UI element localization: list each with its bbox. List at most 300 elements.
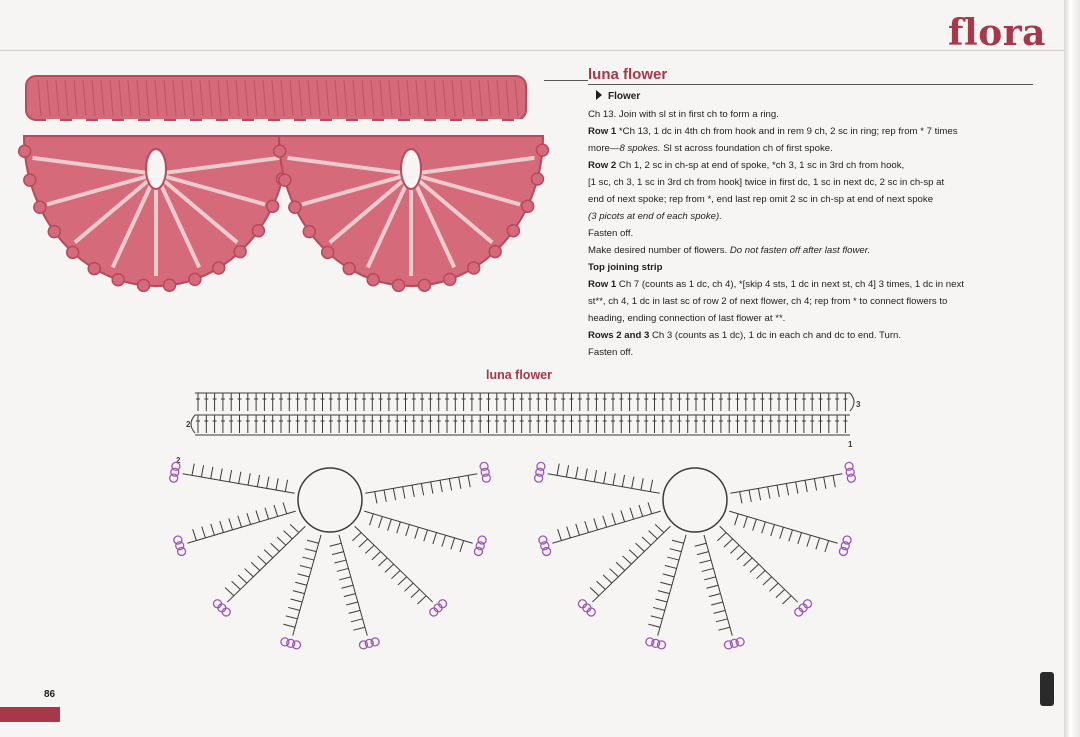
- dc-symbol: [805, 480, 807, 492]
- mesh-opening: [384, 119, 398, 129]
- pattern-title: luna flower: [588, 66, 1033, 85]
- row-number-label: 3: [856, 400, 861, 409]
- instruction-line: [588, 123, 1033, 140]
- picot: [274, 145, 286, 157]
- dc-symbol: [702, 568, 714, 571]
- dc-symbol: [378, 558, 387, 566]
- dc-symbol: [276, 478, 278, 490]
- dc-symbol: [404, 583, 413, 591]
- spoke-chain: [729, 511, 837, 543]
- dc-symbol: [431, 482, 433, 494]
- dc-symbol: [247, 513, 251, 524]
- picot: [267, 200, 279, 212]
- chart-caption: luna flower: [486, 368, 552, 382]
- dc-symbol: [707, 585, 719, 588]
- instruction-text: Ch 3 (counts as 1 dc), 1 dc in each ch and dc to end. Turn.: [649, 330, 902, 341]
- dc-symbol: [285, 480, 287, 492]
- picot: [303, 226, 315, 238]
- dc-symbol: [597, 581, 606, 589]
- mesh-opening: [280, 119, 294, 129]
- row-number-label: 2: [176, 456, 181, 465]
- dc-symbol: [332, 552, 344, 555]
- dc-symbol: [798, 533, 802, 544]
- mesh-opening: [514, 119, 528, 129]
- picot: [252, 225, 264, 237]
- mesh-opening: [176, 119, 190, 129]
- picot: [289, 201, 301, 213]
- dc-symbol: [744, 516, 748, 527]
- dc-symbol: [201, 465, 203, 477]
- dc-symbol: [468, 475, 470, 487]
- dc-symbol: [344, 594, 356, 597]
- dc-symbol: [415, 527, 419, 538]
- dc-symbol: [718, 627, 730, 630]
- chart-flower: [170, 462, 491, 648]
- dc-symbol: [283, 502, 287, 513]
- dc-symbol: [649, 531, 658, 539]
- dc-symbol: [286, 616, 298, 619]
- dc-symbol: [238, 516, 242, 527]
- picot: [189, 273, 201, 285]
- dc-symbol: [305, 549, 317, 552]
- picot: [367, 274, 379, 286]
- dc-symbol: [613, 473, 615, 485]
- spoke-chain: [293, 535, 321, 636]
- instruction-text: Row 1: [588, 279, 617, 290]
- mesh-opening: [410, 119, 424, 129]
- dc-symbol: [603, 516, 607, 527]
- corner-mark: [1040, 672, 1054, 706]
- dc-symbol: [393, 488, 395, 500]
- dc-symbol: [632, 477, 634, 489]
- dc-symbol: [232, 581, 241, 589]
- subhead-label: Flower: [608, 91, 641, 102]
- mesh-opening: [228, 119, 242, 129]
- dc-symbol: [730, 545, 739, 553]
- dc-symbol: [816, 538, 820, 549]
- dc-symbol: [824, 477, 826, 489]
- dc-symbol: [621, 510, 625, 521]
- dc-symbol: [421, 484, 423, 496]
- dc-symbol: [424, 530, 428, 541]
- instruction-line: [588, 106, 1033, 123]
- instruction-text: Fasten off.: [588, 228, 634, 239]
- dc-symbol: [290, 524, 299, 532]
- dc-symbol: [417, 596, 426, 604]
- dc-symbol: [724, 539, 733, 547]
- mesh-opening: [124, 119, 138, 129]
- picot-symbol: [847, 474, 855, 482]
- instruction-line: [588, 327, 1033, 344]
- dc-symbol: [433, 533, 437, 544]
- dc-symbol: [717, 533, 726, 541]
- picot: [234, 246, 246, 258]
- section-title: flora: [948, 12, 1046, 54]
- dc-symbol: [590, 588, 599, 596]
- dc-symbol: [709, 594, 721, 597]
- mesh-opening: [98, 119, 112, 129]
- pattern-instructions: [588, 66, 1033, 361]
- dc-symbol: [630, 508, 634, 519]
- mesh-opening: [306, 119, 320, 129]
- instruction-text: Do not fasten off after last flower.: [729, 245, 871, 256]
- dc-symbol: [656, 599, 668, 602]
- mesh-opening: [436, 119, 450, 129]
- dc-symbol: [576, 467, 578, 479]
- instruction-line: [588, 225, 1033, 242]
- dc-symbol: [558, 529, 562, 540]
- dc-symbol: [385, 564, 394, 572]
- dc-symbol: [576, 524, 580, 535]
- dc-symbol: [238, 575, 247, 583]
- dc-symbol: [370, 514, 374, 525]
- dc-symbol: [762, 522, 766, 533]
- picot: [112, 274, 124, 286]
- mesh-opening: [358, 119, 372, 129]
- mesh-opening: [254, 119, 268, 129]
- picot: [213, 262, 225, 274]
- dc-symbol: [379, 516, 383, 527]
- dc-symbol: [271, 543, 280, 551]
- dc-symbol: [248, 473, 250, 485]
- chart-flower: [535, 462, 856, 648]
- dc-symbol: [220, 521, 224, 532]
- dc-symbol: [714, 610, 726, 613]
- crochet-lace-photo: [16, 64, 556, 294]
- picot: [531, 173, 543, 185]
- dc-symbol: [293, 591, 305, 594]
- page-edge: [1064, 0, 1080, 737]
- flower-center: [401, 149, 421, 189]
- dc-symbol: [648, 624, 660, 627]
- dc-symbol: [251, 562, 260, 570]
- title-rule: [544, 80, 588, 81]
- instruction-text: end of next spoke; rep from *, end last rep omit 2 sc in ch-sp at end of next spoke: [588, 194, 934, 205]
- dc-symbol: [663, 574, 675, 577]
- picot: [393, 279, 405, 291]
- dc-symbol: [403, 487, 405, 499]
- spoke-chain: [364, 511, 472, 543]
- dc-symbol: [780, 527, 784, 538]
- instruction-line: [588, 310, 1033, 327]
- dc-symbol: [359, 539, 368, 547]
- page-color-bar: [0, 707, 60, 722]
- dc-symbol: [622, 475, 624, 487]
- dc-symbol: [192, 464, 194, 476]
- dc-symbol: [229, 470, 231, 482]
- picot: [507, 225, 519, 237]
- dc-symbol: [229, 518, 233, 529]
- dc-symbol: [616, 562, 625, 570]
- dc-symbol: [258, 556, 267, 564]
- dc-symbol: [623, 556, 632, 564]
- dc-symbol: [749, 490, 751, 502]
- dc-symbol: [604, 472, 606, 484]
- lace-flower: [274, 136, 549, 291]
- instruction-line: [588, 208, 1033, 225]
- dc-symbol: [291, 599, 303, 602]
- mesh-opening: [332, 119, 346, 129]
- row-number-label: 2: [186, 420, 191, 429]
- dc-symbol: [411, 589, 420, 597]
- dc-symbol: [337, 568, 349, 571]
- dc-symbol: [636, 543, 645, 551]
- instruction-line: [588, 191, 1033, 208]
- instruction-lines: [588, 106, 1033, 361]
- instruction-text: Ch 7 (counts as 1 dc, ch 4), *[skip 4 sts, 1 dc in next st, ch 4] 3 times, 1 dc in next: [616, 279, 964, 290]
- picot: [279, 174, 291, 186]
- picot: [322, 246, 334, 258]
- dc-symbol: [351, 619, 363, 622]
- instruction-text: 8 spokes.: [619, 143, 661, 154]
- dc-symbol: [566, 465, 568, 477]
- picot: [19, 145, 31, 157]
- instruction-text: *Ch 13, 1 dc in 4th ch from hook and in rem 9 ch, 2 sc in ring; rep from * 7 times: [616, 126, 958, 137]
- picot: [522, 200, 534, 212]
- dc-symbol: [349, 610, 361, 613]
- dc-symbol: [667, 557, 679, 560]
- dc-symbol: [397, 522, 401, 533]
- dc-symbol: [612, 513, 616, 524]
- picot: [24, 174, 36, 186]
- dc-symbol: [265, 508, 269, 519]
- dc-symbol: [302, 557, 314, 560]
- dc-symbol: [697, 552, 709, 555]
- page-number: 86: [44, 689, 56, 700]
- dc-symbol: [786, 484, 788, 496]
- dc-symbol: [737, 552, 746, 560]
- instruction-text: Sl st across foundation ch of first spoke.: [660, 143, 833, 154]
- dc-symbol: [603, 575, 612, 583]
- dc-symbol: [735, 514, 739, 525]
- dc-symbol: [782, 596, 791, 604]
- dc-symbol: [585, 521, 589, 532]
- dc-symbol: [655, 524, 664, 532]
- instruction-line: [588, 259, 1033, 276]
- dc-symbol: [756, 570, 765, 578]
- picot: [163, 279, 175, 291]
- dc-symbol: [740, 492, 742, 504]
- instruction-text: Ch 13. Join with sl st in first ch to form a ring.: [588, 109, 779, 120]
- picot-symbol: [537, 462, 545, 470]
- mesh-opening: [488, 119, 502, 129]
- dc-symbol: [459, 477, 461, 489]
- picot: [88, 263, 100, 275]
- dc-symbol: [372, 552, 381, 560]
- dc-symbol: [769, 583, 778, 591]
- dc-symbol: [610, 569, 619, 577]
- picot: [536, 144, 548, 156]
- dc-symbol: [753, 519, 757, 530]
- dc-symbol: [353, 627, 365, 630]
- dc-symbol: [776, 589, 785, 597]
- dc-symbol: [699, 560, 711, 563]
- dc-symbol: [807, 535, 811, 546]
- instruction-line: [588, 140, 1033, 157]
- dc-symbol: [440, 480, 442, 492]
- dc-symbol: [711, 602, 723, 605]
- dc-symbol: [384, 490, 386, 502]
- dc-symbol: [825, 541, 829, 552]
- dc-symbol: [777, 485, 779, 497]
- instruction-text: [1 sc, ch 3, 1 sc in 3rd ch from hook] twice in first dc, 1 sc in next dc, 2 sc in ch-sp at: [588, 177, 945, 188]
- instruction-line: [588, 242, 1033, 259]
- instruction-text: Make desired number of flowers.: [588, 245, 730, 256]
- picot: [34, 201, 46, 213]
- dc-symbol: [567, 526, 571, 537]
- instruction-text: heading, ending connection of last flower at **.: [588, 313, 786, 324]
- dc-symbol: [665, 565, 677, 568]
- picot: [489, 246, 501, 258]
- center-ring: [298, 468, 362, 532]
- dc-symbol: [594, 518, 598, 529]
- dc-symbol: [257, 475, 259, 487]
- dc-symbol: [763, 577, 772, 585]
- instruction-line: [588, 276, 1033, 293]
- dc-symbol: [295, 582, 307, 585]
- triangle-bullet-icon: [596, 90, 602, 100]
- spoke-chain: [730, 474, 842, 493]
- dc-symbol: [658, 591, 670, 594]
- joining-strip: [191, 393, 854, 435]
- flower-center: [146, 149, 166, 189]
- dc-symbol: [442, 535, 446, 546]
- instruction-text: Ch 1, 2 sc in ch-sp at end of spoke, *ch 3, 1 sc in 3rd ch from hook,: [616, 160, 905, 171]
- turning-chain: [850, 393, 854, 411]
- instruction-text: Top joining strip: [588, 262, 663, 273]
- dc-symbol: [239, 472, 241, 484]
- dc-symbol: [245, 569, 254, 577]
- dc-symbol: [651, 616, 663, 619]
- instruction-line: [588, 174, 1033, 191]
- dc-symbol: [406, 525, 410, 536]
- mesh-opening: [150, 119, 164, 129]
- dc-symbol: [352, 533, 361, 541]
- dc-symbol: [814, 479, 816, 491]
- dc-symbol: [648, 502, 652, 513]
- dc-symbol: [789, 530, 793, 541]
- instruction-line: [588, 157, 1033, 174]
- dc-symbol: [672, 540, 684, 543]
- dc-symbol: [460, 541, 464, 552]
- instruction-text: Row 2: [588, 160, 617, 171]
- dc-symbol: [284, 531, 293, 539]
- picot: [444, 273, 456, 285]
- picot: [343, 263, 355, 275]
- picot: [67, 246, 79, 258]
- dc-symbol: [211, 467, 213, 479]
- dc-symbol: [288, 607, 300, 610]
- dc-symbol: [346, 602, 358, 605]
- dc-symbol: [629, 550, 638, 558]
- dc-symbol: [641, 478, 643, 490]
- dc-symbol: [277, 537, 286, 545]
- dc-symbol: [594, 470, 596, 482]
- pattern-subhead: [596, 90, 1033, 102]
- dc-symbol: [716, 619, 728, 622]
- dc-symbol: [202, 526, 206, 537]
- instruction-text: more—: [588, 143, 620, 154]
- dc-symbol: [585, 468, 587, 480]
- dc-symbol: [449, 479, 451, 491]
- dc-symbol: [750, 564, 759, 572]
- dc-symbol: [391, 570, 400, 578]
- dc-symbol: [653, 607, 665, 610]
- header-rule: [0, 50, 1064, 51]
- instruction-text: Fasten off.: [588, 347, 634, 358]
- mesh-opening: [46, 119, 60, 129]
- turning-chain: [191, 415, 195, 433]
- dc-symbol: [768, 487, 770, 499]
- dc-symbol: [758, 488, 760, 500]
- dc-symbol: [375, 492, 377, 504]
- dc-symbol: [211, 524, 215, 535]
- dc-symbol: [274, 505, 278, 516]
- instruction-line: [588, 344, 1033, 361]
- dc-symbol: [342, 585, 354, 588]
- dc-symbol: [264, 550, 273, 558]
- dc-symbol: [365, 545, 374, 553]
- picot: [48, 226, 60, 238]
- dc-symbol: [193, 529, 197, 540]
- dc-symbol: [642, 537, 651, 545]
- mesh-opening: [72, 119, 86, 129]
- picot-symbol: [482, 474, 490, 482]
- center-ring: [663, 468, 727, 532]
- dc-symbol: [307, 540, 319, 543]
- picot: [138, 279, 150, 291]
- crochet-chart: [150, 385, 890, 685]
- dc-symbol: [330, 543, 342, 546]
- dc-symbol: [660, 582, 672, 585]
- dc-symbol: [771, 525, 775, 536]
- picot: [418, 279, 430, 291]
- dc-symbol: [704, 577, 716, 580]
- dc-symbol: [283, 624, 295, 627]
- dc-symbol: [388, 519, 392, 530]
- picot: [468, 262, 480, 274]
- instruction-text: st**, ch 4, 1 dc in last sc of row 2 of next flower, ch 4; rep from * to connect flowers to: [588, 296, 948, 307]
- dc-symbol: [334, 560, 346, 563]
- row-number-label: 1: [848, 440, 853, 449]
- dc-symbol: [256, 510, 260, 521]
- dc-symbol: [412, 485, 414, 497]
- dc-symbol: [639, 505, 643, 516]
- dc-symbol: [557, 464, 559, 476]
- dc-symbol: [339, 577, 351, 580]
- dc-symbol: [398, 577, 407, 585]
- lace-flower: [19, 136, 294, 291]
- dc-symbol: [300, 565, 312, 568]
- dc-symbol: [220, 468, 222, 480]
- instruction-text: Rows 2 and 3: [588, 330, 650, 341]
- instruction-text: Row 1: [588, 126, 617, 137]
- dc-symbol: [298, 574, 310, 577]
- instruction-line: [588, 293, 1033, 310]
- mesh-opening: [202, 119, 216, 129]
- dc-symbol: [670, 549, 682, 552]
- instruction-text: (3 picots at end of each spoke).: [588, 211, 722, 222]
- dc-symbol: [451, 538, 455, 549]
- dc-symbol: [650, 480, 652, 492]
- dc-symbol: [833, 475, 835, 487]
- mesh-opening: [462, 119, 476, 129]
- dc-symbol: [796, 482, 798, 494]
- dc-symbol: [225, 588, 234, 596]
- spoke-chain: [365, 474, 477, 493]
- spoke-chain: [658, 535, 686, 636]
- dc-symbol: [267, 477, 269, 489]
